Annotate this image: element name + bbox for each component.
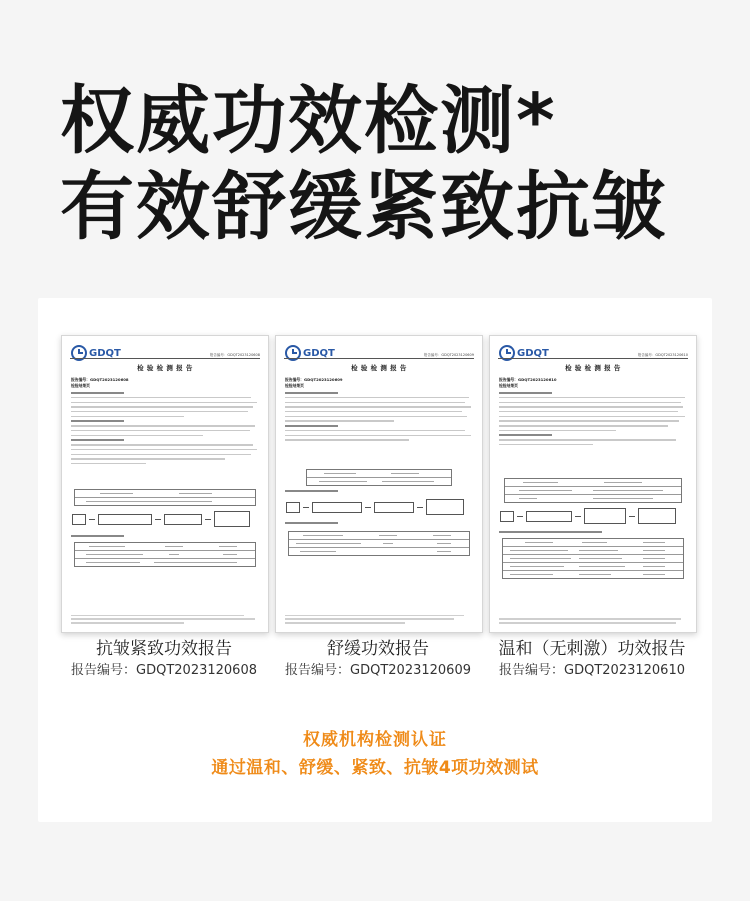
doc-footer [499, 618, 687, 626]
doc-section: 检验结果页 [71, 383, 90, 388]
doc-title: 检 验 检 测 报 告 [565, 364, 621, 372]
doc-title: 检 验 检 测 报 告 [351, 364, 407, 372]
doc-body-text-2 [71, 535, 259, 540]
doc-number: 报告编号：GDQT2023120609 [285, 377, 343, 382]
doc-section: 检验结果页 [499, 383, 518, 388]
lab-logo-text: GDQT [89, 347, 121, 359]
lab-logo [285, 344, 335, 362]
doc-results-table [288, 531, 470, 556]
doc-body-text [285, 392, 473, 444]
report-caption-title: 抗皱紧致功效报告 [96, 639, 232, 659]
doc-body-text [499, 392, 687, 449]
report-caption-number: 报告编号：GDQT2023120608 [71, 663, 257, 678]
report-document[interactable] [275, 335, 483, 633]
lab-logo [71, 344, 121, 362]
doc-divider [498, 358, 688, 359]
report-caption-title: 舒缓功效报告 [327, 639, 429, 659]
doc-body-text-2 [499, 531, 687, 536]
report-caption [477, 638, 707, 681]
headline-line-2: 有效舒缓紧致抗皱 [60, 164, 668, 250]
doc-flowchart [500, 508, 676, 524]
doc-body-text-3 [285, 522, 473, 527]
doc-body-text [71, 392, 259, 468]
lab-logo [499, 344, 549, 362]
doc-title: 检 验 检 测 报 告 [137, 364, 193, 372]
doc-table [74, 489, 256, 506]
reports-panel [38, 298, 712, 822]
doc-number: 报告编号：GDQT2023120608 [71, 377, 129, 382]
doc-footer [71, 615, 259, 626]
doc-footer [285, 615, 473, 626]
doc-number-top: 报告编号：GDQT2023120608 [209, 353, 260, 357]
doc-results-table [74, 542, 256, 567]
doc-flowchart [72, 511, 250, 527]
report-document[interactable] [61, 335, 269, 633]
report-caption-number: 报告编号：GDQT2023120610 [499, 663, 685, 678]
doc-number: 报告编号：GDQT2023120610 [499, 377, 557, 382]
doc-body-text-2 [285, 490, 473, 495]
report-document[interactable] [489, 335, 697, 633]
headline [60, 78, 700, 250]
efficacy-test-note: 通过温和、舒缓、紧致、抗皱4项功效测试 [211, 758, 539, 778]
report-caption-title: 温和（无刺激）功效报告 [498, 639, 686, 659]
lab-logo-text: GDQT [303, 347, 335, 359]
doc-section: 检验结果页 [285, 383, 304, 388]
doc-flowchart [286, 499, 464, 515]
doc-divider [70, 358, 260, 359]
doc-results-table [502, 538, 684, 579]
doc-table [306, 469, 452, 486]
report-caption-number: 报告编号：GDQT2023120609 [285, 663, 471, 678]
doc-divider [284, 358, 474, 359]
doc-number-top: 报告编号：GDQT2023120610 [637, 353, 688, 357]
report-caption [49, 638, 279, 681]
headline-line-1: 权威功效检测* [60, 78, 557, 164]
report-caption [263, 638, 493, 681]
certification-note: 权威机构检测认证 [303, 730, 447, 750]
doc-table [504, 478, 682, 503]
lab-logo-text: GDQT [517, 347, 549, 359]
doc-number-top: 报告编号：GDQT2023120609 [423, 353, 474, 357]
